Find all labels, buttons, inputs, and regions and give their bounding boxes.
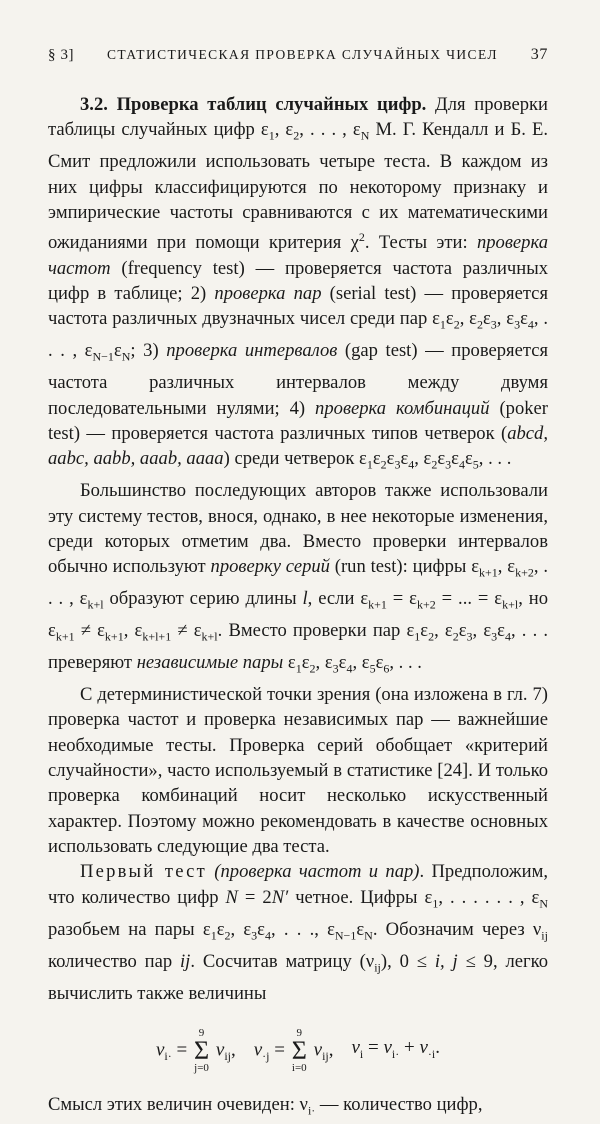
section-heading: 3.2. Проверка таблиц случайных цифр. — [80, 94, 427, 115]
formula-column-sum: $\nu_{\cdot j}$ = 9 Σ i=0 $\nu_{ij}$, — [253, 1026, 334, 1074]
paragraph-meaning: Смысл этих величин очевиден: $\nu_{i\cdot}$ — количество цифр, — [48, 1093, 483, 1118]
section-mark: § 3] — [48, 47, 75, 63]
paragraph-modifications: Большинство последующих авторов также использовали эту систему тестов, внося, однако, в нее некоторые изменения, среди которых отметим два. Вместо проверки интервалов обычно используют проверку серий (run test): цифры $\varepsilon_{k+1}$, $\varepsilon_{k+2}$, . . . , $\varepsilon_{k+l}$ образуют серию длины l, если $\varepsilon_{k+1} = \varepsilon_{k+2}$ = ... = $\varepsilon_{k+l}$, но $\varepsilon_{k+1} \ne \varepsilon_{k+1}$, $\varepsilon_{k+l+1} \ne \varepsilon_{k+l}$. Вместо проверки пар $\varepsilon_1\varepsilon_2$, $\varepsilon_2\varepsilon_3$, $\varepsilon_3\varepsilon_4$, . . . преверяют независимые пары $\varepsilon_1\varepsilon_2$, $\varepsilon_3\varepsilon_4$, $\varepsilon_5\varepsilon_6$, . . . — [48, 480, 549, 676]
sum-symbol: 9 Σ j=0 — [193, 1026, 210, 1074]
first-test-label: Первый тест — [80, 861, 207, 883]
term-poker-test: проверка комбинаций — [315, 397, 490, 419]
page-number: 37 — [530, 46, 548, 63]
page-body — [48, 92, 548, 1124]
poker-patterns: abcd, aabc, aabb, aaab, aaaa — [48, 422, 548, 470]
running-title: СТАТИСТИЧЕСКАЯ ПРОВЕРКА СЛУЧАЙНЫХ ЧИСЕЛ — [106, 47, 498, 62]
running-header — [48, 0, 548, 64]
formula-total: $\nu_i = \nu_{i\cdot} + \nu_{\cdot i}$. — [351, 1036, 441, 1061]
term-independent-pairs: независимые пары — [136, 652, 284, 674]
paragraph-first-test: Первый тест (проверка частот и пар). Предположим, что количество цифр N = 2N′ четное. Цифры $\varepsilon_1$, . . . . . . , $\varepsilon_N$ разобьем на пары $\varepsilon_1\varepsilon_2$, $\varepsilon_3\varepsilon_4$, . . ., $\varepsilon_{N-1}\varepsilon_N$. Обозначим через $\nu_{ij}$ количество пар ij. Сосчитав матрицу $(\nu_{ij})$, 0 ≤ i, j ≤ 9, легко вычислить также величины — [48, 861, 549, 1004]
paragraph-deterministic: С детерминистической точки зрения (она изложена в гл. 7) проверка частот и проверка независимых пар — важнейшие необходимые тесты. Проверка серий обобщает «критерий случайности», часто используемый в статистике [24]. И только проверка комбинаций носит несколько искусственный характер. Поэтому можно рекомендовать в качестве основных использовать следующие два теста. — [48, 684, 548, 857]
formula-row-sum: $\nu_{i\cdot}$ = 9 Σ j=0 $\nu_{ij}$, — [155, 1026, 236, 1074]
term-serial-test: проверка пар — [214, 282, 322, 304]
term-frequency-test: проверка частот — [48, 232, 548, 279]
sum-symbol: 9 Σ i=0 — [291, 1026, 307, 1074]
display-formula — [48, 1028, 548, 1074]
paragraph-3-2: 3.2. Проверка таблиц случайных цифр. Для проверки таблицы случайных цифр $\varepsilon_1$, $\varepsilon_2$, . . . , $\varepsilon_N$ М. Г. Кендалл и Б. Е. Смит предложили использовать четыре теста. В каждом из них цифры классифицируются по некоторому признаку и эмпирические частоты сравниваются с их математическими ожиданиями при помощи критерия $\chi^2$. Тесты эти: проверка частот (frequency test) — проверяется частота различных цифр в таблице; 2) проверка пар (serial test) — проверяется частота различных двузначных чисел среди пар $\varepsilon_1\varepsilon_2$, $\varepsilon_2\varepsilon_3$, $\varepsilon_3\varepsilon_4$, . . . , $\varepsilon_{N-1}\varepsilon_N$; 3) проверка интервалов (gap test) — проверяется частота различных интервалов между двумя последовательными нулями; 4) проверка комбинаций (poker test) — проверяется частота различных типов четверок (abcd, aabc, aabb, aaab, aaaa) среди четверок $\varepsilon_1\varepsilon_2\varepsilon_3\varepsilon_4$, $\varepsilon_2\varepsilon_3\varepsilon_4\varepsilon_5$, . . . — [48, 94, 549, 472]
term-run-test: проверку серий — [210, 556, 330, 578]
term-gap-test: проверка интервалов — [166, 340, 338, 362]
